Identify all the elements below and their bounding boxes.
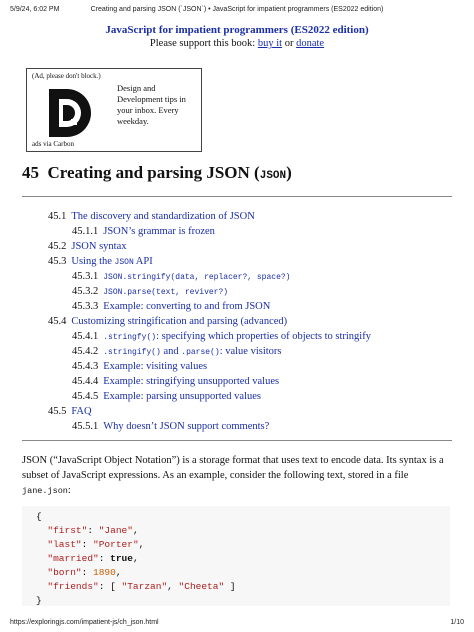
chapter-title-code: JSON: [259, 170, 287, 182]
toc-item[interactable]: [72, 420, 269, 434]
toc-item[interactable]: [72, 285, 228, 299]
toc-item-link[interactable]: [103, 376, 279, 387]
toc-item[interactable]: [72, 270, 290, 284]
buy-it-link[interactable]: buy it: [257, 38, 283, 49]
code-line: {: [36, 511, 42, 522]
toc-item-number: 45.2: [48, 241, 67, 252]
ad-via[interactable]: ads via Carbon: [32, 140, 74, 148]
toc-item[interactable]: [72, 375, 279, 389]
support-or: or: [282, 38, 297, 49]
toc-item[interactable]: [72, 390, 261, 404]
code-line: "married": true,: [47, 553, 139, 564]
toc-item-text: API: [133, 256, 153, 267]
toc-item[interactable]: [48, 315, 287, 329]
toc-item-number: 45.4: [48, 316, 67, 327]
ad-logo-icon[interactable]: [45, 87, 101, 139]
intro-text: JSON (“JavaScript Object Notation”) is a storage format that uses text to encode data. Its syntax is a subset of JavaScript expressions. As an example, consider the following text, stored in a file: [22, 455, 444, 481]
chapter-heading: [22, 163, 292, 183]
toc-item-link[interactable]: [71, 256, 152, 267]
toc-item-text: Example: stringifying unsupported values: [103, 376, 280, 387]
carbon-ad[interactable]: [26, 68, 202, 152]
toc-item-text: : value visitors: [219, 346, 282, 357]
toc-item-code: .stringify(): [103, 348, 161, 357]
toc-item-number: 45.3.2: [72, 286, 99, 297]
toc-item-number: 45.4.2: [72, 346, 99, 357]
toc-item[interactable]: [72, 225, 215, 239]
code-key: "born": [47, 567, 82, 578]
toc-item-text: Customizing stringification and parsing (advanced): [71, 316, 288, 327]
code-line: "friends": [ "Tarzan", "Cheeta" ]: [47, 581, 236, 592]
toc-item-number: 45.1.1: [72, 226, 99, 237]
toc-item-text: JSON’s grammar is frozen: [103, 226, 215, 237]
ad-copy[interactable]: Design and Development tips in your inbox. Every weekday.: [117, 83, 186, 126]
toc-item-link[interactable]: [103, 331, 371, 342]
toc-item-text: FAQ: [71, 406, 92, 417]
toc-bottom-rule: [22, 440, 452, 441]
toc-item[interactable]: [48, 240, 127, 254]
toc-item-text: JSON syntax: [71, 241, 127, 252]
toc-item-link[interactable]: [103, 271, 290, 282]
chapter-title-close: ): [286, 163, 292, 182]
toc-item[interactable]: [72, 345, 282, 359]
toc-top-rule: [22, 196, 452, 197]
toc-item-number: 45.4.5: [72, 391, 99, 402]
toc-item[interactable]: [72, 360, 207, 374]
toc-item[interactable]: [72, 330, 371, 344]
code-value: "Cheeta": [178, 581, 225, 592]
toc-item-number: 45.4.1: [72, 331, 99, 342]
code-key: "last": [47, 539, 82, 550]
toc-item[interactable]: [72, 300, 270, 314]
toc-item-number: 45.4.3: [72, 361, 99, 372]
toc-item-text: Example: parsing unsupported values: [103, 391, 262, 402]
toc-item-number: 45.5.1: [72, 421, 99, 432]
toc-item-link[interactable]: [103, 421, 269, 432]
code-key: "married": [47, 553, 99, 564]
print-date: 5/9/24, 6:02 PM: [10, 6, 60, 13]
toc-item-text: The discovery and standardization of JSON: [71, 211, 255, 222]
code-value: "Porter": [93, 539, 139, 550]
toc-item-text: Why doesn’t JSON support comments?: [103, 421, 270, 432]
toc-item-code: .stringfy(): [103, 333, 157, 342]
chapter-title: Creating and parsing JSON (: [47, 163, 260, 182]
toc-item-number: 45.3.3: [72, 301, 99, 312]
intro-paragraph: [22, 453, 458, 499]
toc-item-number: 45.4.4: [72, 376, 99, 387]
print-page-number: 1/10: [450, 619, 464, 626]
toc-item[interactable]: [48, 405, 92, 419]
toc-item-code: .parse(): [181, 348, 220, 357]
toc-item-text: Example: converting to and from JSON: [103, 301, 271, 312]
toc-item-number: 45.3.1: [72, 271, 99, 282]
donate-link[interactable]: donate: [296, 38, 325, 49]
print-title: Creating and parsing JSON (`JSON`) • JavaScript for impatient programmers (ES2022 edition): [90, 6, 384, 13]
code-line: "born": 1890,: [47, 567, 122, 578]
book-title-link[interactable]: JavaScript for impatient programmers (ES2022 edition): [105, 24, 369, 36]
toc-item-code: JSON: [114, 258, 134, 267]
code-key: "first": [47, 525, 88, 536]
code-value: "Jane": [98, 525, 133, 536]
toc-item-text: Using the: [71, 256, 115, 267]
toc-item-link[interactable]: [71, 316, 287, 327]
code-line: }: [36, 595, 42, 606]
toc-item-link[interactable]: [71, 241, 126, 252]
intro-text-end: :: [67, 485, 71, 496]
toc-item[interactable]: [48, 210, 255, 224]
toc-item-link[interactable]: [103, 346, 281, 357]
toc-item-text: : specifying which properties of objects to stringify: [156, 331, 371, 342]
toc-item-link[interactable]: [103, 361, 207, 372]
toc-item-link[interactable]: [103, 391, 261, 402]
code-value: true: [110, 553, 133, 564]
code-value: 1890: [93, 567, 116, 578]
toc-item-link[interactable]: [103, 301, 270, 312]
toc-item-code: JSON.parse(text, reviver?): [103, 288, 229, 297]
toc-item-number: 45.1: [48, 211, 67, 222]
toc-item-number: 45.3: [48, 256, 67, 267]
code-line: "first": "Jane",: [47, 525, 139, 536]
toc-item-text: and: [160, 346, 182, 357]
ad-note: (Ad, please don't block.): [32, 72, 101, 80]
toc-item-link[interactable]: [103, 286, 228, 297]
chapter-number: 45: [22, 163, 39, 182]
toc-item-link[interactable]: [103, 226, 215, 237]
toc-item-link[interactable]: [71, 211, 254, 222]
toc-item-text: Example: visiting values: [103, 361, 208, 372]
code-key: "friends": [47, 581, 99, 592]
code-line: "last": "Porter",: [47, 539, 145, 550]
toc-item[interactable]: [48, 255, 153, 269]
support-line: [0, 38, 474, 49]
support-prefix: Please support this book:: [149, 38, 258, 49]
code-value: "Tarzan": [121, 581, 168, 592]
toc-item-link[interactable]: [71, 406, 91, 417]
print-url: https://exploringjs.com/impatient-js/ch_json.html: [10, 619, 159, 626]
toc-item-number: 45.5: [48, 406, 67, 417]
intro-file: jane.json: [22, 486, 68, 496]
code-block: [22, 506, 450, 606]
toc-item-code: JSON.stringify(data, replacer?, space?): [103, 273, 291, 282]
